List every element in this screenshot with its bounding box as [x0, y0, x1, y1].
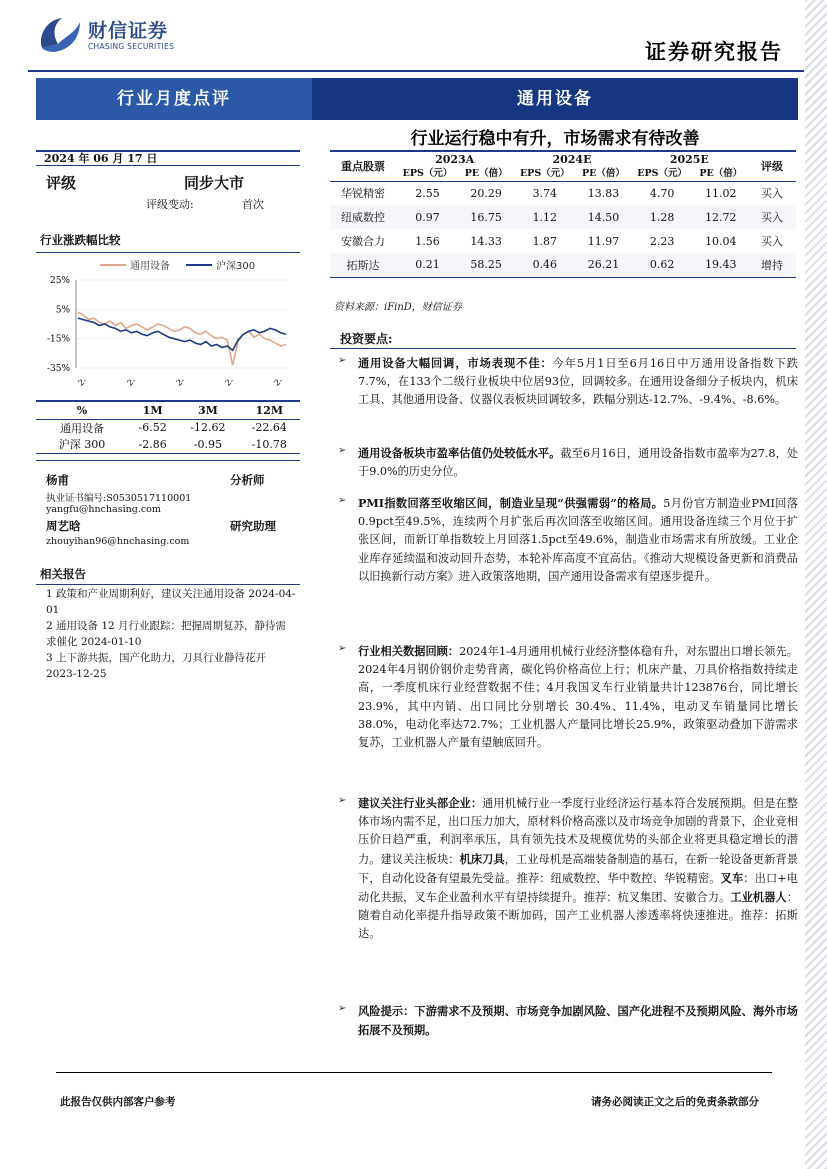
related-divider [36, 584, 300, 585]
point-lead: 叉车 [720, 870, 744, 885]
x-tick-label: 2- [125, 376, 138, 388]
table-row [330, 205, 796, 229]
arrow-bullet-icon: ➢ [338, 1003, 347, 1014]
report-type: 证券研究报告 [645, 39, 783, 64]
stock-sub-header: PE（倍） [694, 166, 748, 181]
perf-cell: 沪深 300 [58, 438, 106, 452]
stock-sub-header: PE（倍） [576, 166, 630, 181]
table-row [36, 419, 300, 436]
y-tick-label: -35% [46, 364, 70, 374]
point-lead: 行业相关数据回顾： [358, 644, 460, 658]
source-note: 资料来源：iFinD，财信证券 [334, 302, 462, 313]
stock-name: 纽威数控 [330, 205, 396, 229]
table-row [330, 253, 796, 277]
stock-value: 3.74 [513, 181, 576, 205]
related-report-item[interactable]: 2 通用设备 12 月行业跟踪：把握周期复苏，静待需求催化 2024-01-10 [46, 620, 287, 648]
stock-header: 重点股票 [330, 151, 396, 181]
stock-value: 10.04 [694, 229, 748, 253]
legend-label: 沪深300 [216, 261, 256, 272]
x-tick-label: 2- [174, 376, 187, 388]
year-header: 2023A [435, 152, 475, 166]
point-lead: 风险提示：下游需求不及预期、市场竞争加剧风险、国产化进程不及预期风险、海外市场拓展不及预期。 [358, 1004, 798, 1038]
stock-value: 4.70 [631, 181, 694, 205]
stock-value: 2.55 [396, 181, 459, 205]
stock-value: 14.33 [459, 229, 513, 253]
stock-sub-header: EPS（元） [396, 166, 459, 181]
stock-value: 2.23 [631, 229, 694, 253]
stock-value: 20.29 [459, 181, 513, 205]
table-row [330, 229, 796, 253]
year-header: 2024E [552, 152, 592, 166]
stock-value: 58.25 [459, 253, 513, 277]
key-points-title: 投资要点: [340, 332, 393, 346]
point-lead: PMI指数回落至收缩区间，制造业呈现“供强需弱”的格局。 [358, 496, 664, 510]
stock-value: 0.21 [396, 253, 459, 277]
point-body: ：随着自动化率提升指导政策不断加码，国产工业机器人渗透率将快速推进。推荐：拓斯达。 [358, 891, 798, 941]
stock-sub-header: PE（倍） [459, 166, 513, 181]
key-point [338, 794, 798, 944]
stock-rating: 买入 [748, 205, 796, 229]
analyst-divider [36, 460, 300, 461]
perf-cell: -6.52 [138, 421, 167, 435]
rating-change-value: 首次 [242, 198, 264, 211]
arrow-bullet-icon: ➢ [338, 795, 347, 806]
footer-divider [56, 1072, 772, 1073]
table-row [330, 181, 796, 205]
related-reports-title: 相关报告 [40, 567, 86, 581]
arrow-bullet-icon: ➢ [338, 643, 347, 654]
brand-logo-icon [36, 14, 82, 54]
point-lead: 工业机器人 [730, 890, 787, 905]
rating-header: 评级 [748, 151, 796, 181]
performance-table [36, 400, 300, 454]
stock-value: 0.62 [631, 253, 694, 277]
perf-col-header: 1M [128, 401, 177, 419]
decorative-stripe [805, 0, 827, 1169]
stock-rating: 买入 [748, 181, 796, 205]
point-lead: 机床刀具 [459, 851, 505, 866]
rating-change-label: 评级变动: [146, 198, 194, 211]
perf-cell: 通用设备 [60, 421, 104, 435]
report-date: 2024 年 06 月 17 日 [36, 150, 300, 166]
key-stocks-table [330, 150, 796, 278]
year-header: 2025E [669, 152, 709, 166]
point-body: 5月份官方制造业PMI回落0.9pct至49.5%，连续两个月扩张后再次回落至收缩区间。通用设备连续三个月位于扩张区间，而新订单指数较上月回落1.5pct至49.6%，制造业市场需求有所放缓。工业企业库存延续温和波动回升态势，本轮补库高度不宜高估。《推动大规模设备更新和消费品以旧换新行动方案》进入政策落地期，国产通用设备需求有望逐步提升。 [358, 497, 798, 583]
analyst-cert: 执业证书编号:S0530517110001 [46, 493, 192, 504]
key-point [338, 354, 798, 410]
arrow-bullet-icon: ➢ [338, 495, 347, 506]
chart-title: 行业涨跌幅比较 [40, 233, 121, 247]
perf-cell: -0.95 [193, 437, 222, 451]
y-tick-label: 5% [55, 305, 70, 316]
perf-cell: -22.64 [251, 421, 287, 435]
brand-name: 财信证券 [88, 20, 169, 42]
x-tick-label: 2- [223, 376, 236, 388]
stock-sub-header: EPS（元） [631, 166, 694, 181]
y-tick-label: -15% [46, 334, 70, 345]
rating-label: 评级 [46, 174, 77, 192]
analyst-role: 分析师 [230, 473, 265, 487]
footer-disclaimer: 请务必阅读正文之后的免责条款部分 [591, 1096, 759, 1108]
table-row [36, 436, 300, 453]
analyst-name: 杨甫 [46, 473, 69, 487]
stock-rating: 增持 [748, 253, 796, 277]
point-lead: 通用设备板块市盈率估值仍处较低水平。 [358, 446, 561, 460]
stock-value: 1.12 [513, 205, 576, 229]
stock-value: 1.28 [631, 205, 694, 229]
rating-value: 同步大市 [184, 174, 245, 192]
stock-name: 华锐精密 [330, 181, 396, 205]
related-report-item[interactable]: 1 政策和产业周期利好，建议关注通用设备 2024-04-01 [46, 588, 296, 616]
point-body: 通用机械行业一季度行业经济运行基本符合发展预期。但是在整体市场内需不足，出口压力加大，原材料价格高涨以及市场竞争加剧的背景下，企业竞相压价日趋严重，利润率承压，具有领先技术及规模优势的头部企业将更具稳定增长的潜力。建议关注板块： [358, 797, 798, 866]
legend-label: 通用设备 [130, 261, 170, 272]
point-lead: 建议关注行业头部企业： [358, 796, 483, 810]
header-divider [28, 70, 804, 72]
perf-cell: -12.62 [190, 421, 226, 435]
perf-col-header: % [36, 401, 128, 419]
stock-name: 拓斯达 [330, 253, 396, 277]
point-body: 截至6月16日，通用设备指数市盈率为27.8，处于9.0%的历史分位。 [358, 447, 798, 479]
perf-col-header: 3M [177, 401, 238, 419]
stock-value: 1.87 [513, 229, 576, 253]
stock-value: 11.02 [694, 181, 748, 205]
perf-col-header: 12M [239, 401, 300, 419]
y-tick-label: 25% [49, 276, 70, 286]
stock-value: 16.75 [459, 205, 513, 229]
stock-value: 13.83 [576, 181, 630, 205]
report-category: 行业月度点评 [117, 89, 231, 109]
related-reports-list [46, 586, 296, 682]
stock-value: 0.46 [513, 253, 576, 277]
brand-name-en: CHASING SECURITIES [88, 42, 175, 51]
industry-name: 通用设备 [517, 89, 593, 109]
stock-sub-header: EPS（元） [513, 166, 576, 181]
stock-value: 12.72 [694, 205, 748, 229]
key-point [338, 1002, 798, 1040]
point-body: ：出口+电动化共振，叉车企业盈利水平有望持续提升。推荐：杭叉集团、安徽合力。 [358, 871, 798, 905]
stock-value: 11.97 [576, 229, 630, 253]
key-point [338, 494, 798, 586]
key-points-divider [330, 348, 796, 349]
arrow-bullet-icon: ➢ [338, 445, 347, 456]
arrow-bullet-icon: ➢ [338, 355, 347, 366]
assistant-role: 研究助理 [230, 519, 276, 533]
perf-cell: -2.86 [138, 437, 167, 451]
stock-value: 26.21 [576, 253, 630, 277]
stock-value: 0.97 [396, 205, 459, 229]
perf-cell: -10.78 [251, 437, 287, 451]
point-body: 2024年1-4月通用机械行业经济整体稳有升，对东盟出口增长领先。2024年4月钢价钢价走势背离，碳化钨价格高位上行；机床产量、刀具价格指数持续走高，一季度机床行业经营数据不佳；4月我国叉车行业销量共计123876台，同比增长23.9%，其中内销、出口同比分别增长 30.4%、11.4%，电动叉车销量同比增长38.0%，电动化率达72.7%；工业机器人产量同比增长25.9%，政策驱动叠加下游需求复苏，工业机器人产量有望触底回升。 [358, 645, 798, 750]
key-point [338, 444, 798, 481]
stock-value: 14.50 [576, 205, 630, 229]
key-point [338, 642, 798, 752]
stock-name: 安徽合力 [330, 229, 396, 253]
x-tick-label: 2- [76, 376, 89, 388]
headline: 行业运行稳中有升，市场需求有待改善 [410, 129, 700, 149]
performance-chart [36, 256, 300, 390]
point-lead: 通用设备大幅回调，市场表现不佳： [358, 356, 553, 370]
series-line [78, 318, 286, 350]
stock-value: 19.43 [694, 253, 748, 277]
footer-note: 此报告仅供内部客户参考 [60, 1096, 176, 1108]
analyst-email[interactable]: yangfu@hnchasing.com [46, 504, 161, 515]
stock-value: 1.56 [396, 229, 459, 253]
stock-rating: 买入 [748, 229, 796, 253]
related-report-item[interactable]: 3 上下游共振，国产化助力，刀具行业静待花开 2023-12-25 [46, 652, 267, 680]
assistant-email[interactable]: zhouyihan96@hnchasing.com [46, 536, 190, 547]
x-tick-label: 2- [272, 376, 285, 388]
point-body: ，工业母机是高端装备制造的基石，在新一轮设备更新背景下，自动化设备有望最先受益。推荐：纽威数控、华中数控、华锐精密。 [358, 852, 798, 885]
assistant-name: 周艺晗 [46, 519, 81, 533]
chart-divider [36, 252, 300, 253]
point-body: 今年5月1日至6月16日中万通用设备指数下跌7.7%，在133个二级行业板块中位居93位，回调较多。在通用设备细分子板块内，机床工具、其他通用设备、仪器仪表板块回调较多，跌幅分别达-12.7%、-9.4%、-8.6%。 [358, 357, 798, 407]
